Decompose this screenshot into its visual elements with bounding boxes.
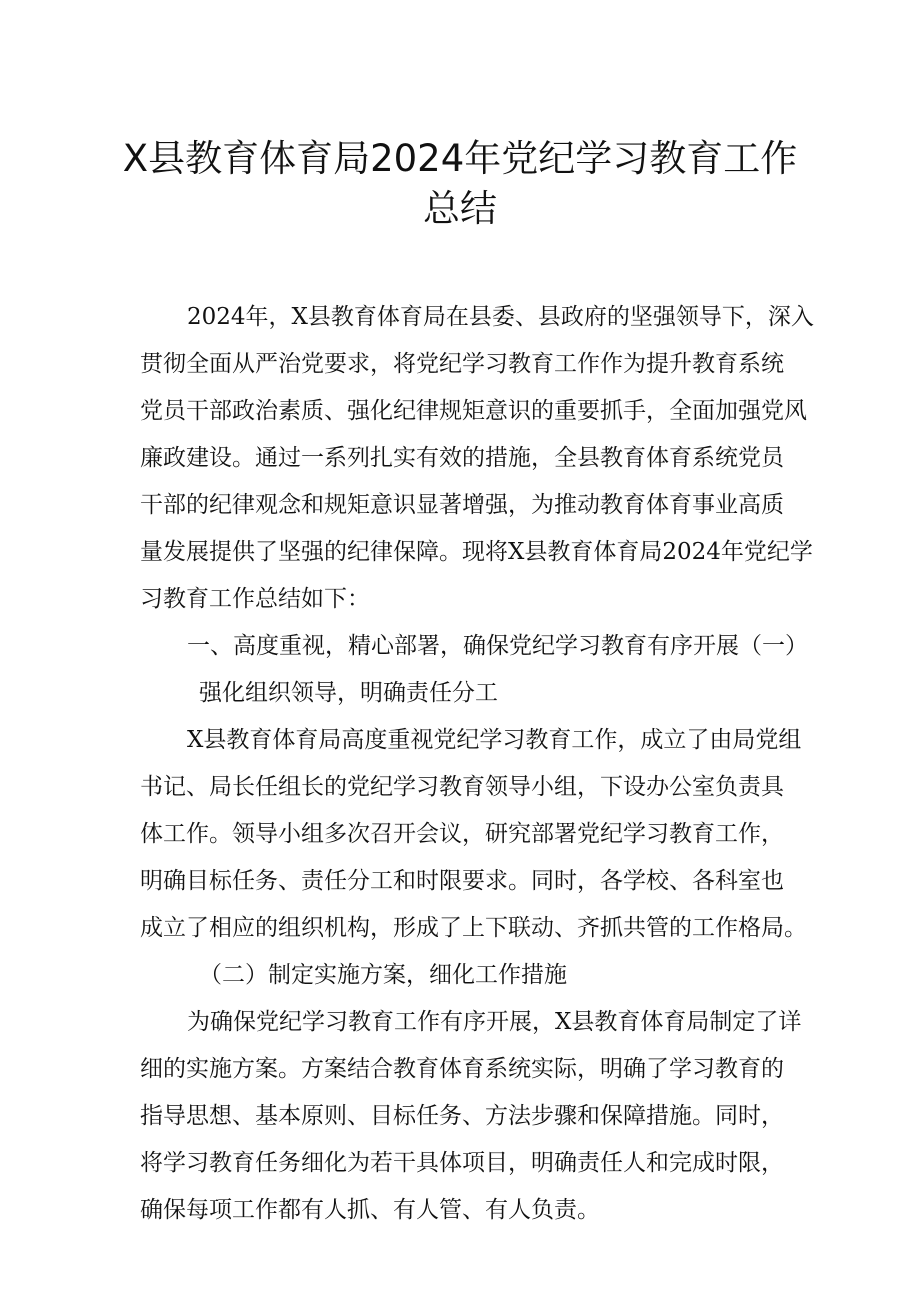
paragraph-3-line: 确保每项工作都有人抓、有人管、有人负责。	[140, 1197, 600, 1223]
paragraph-1-line: 贯彻全面从严治党要求，将党纪学习教育工作作为提升教育系统	[140, 351, 784, 377]
paragraph-2-line: 书记、局长任组长的党纪学习教育领导小组，下设办公室负责具	[140, 774, 784, 800]
paragraph-1-line: 习教育工作总结如下：	[140, 586, 370, 612]
paragraph-1-line: 量发展提供了坚强的纪律保障。现将X县教育体育局2024年党纪学	[140, 539, 813, 565]
paragraph-3-line: 指导思想、基本原则、目标任务、方法步骤和保障措施。同时，	[140, 1103, 784, 1129]
paragraph-2-line: X县教育体育局高度重视党纪学习教育工作，成立了由局党组	[187, 727, 802, 753]
paragraph-1-line: 廉政建设。通过一系列扎实有效的措施，全县教育体育系统党员	[140, 445, 784, 471]
paragraph-2-line: 成立了相应的组织机构，形成了上下联动、齐抓共管的工作格局。	[140, 915, 807, 941]
subsection-2-heading: （二）制定实施方案，细化工作措施	[199, 962, 567, 988]
paragraph-3-line: 将学习教育任务细化为若干具体项目，明确责任人和完成时限，	[140, 1150, 784, 1176]
paragraph-3-line: 细的实施方案。方案结合教育体育系统实际，明确了学习教育的	[140, 1056, 784, 1082]
paragraph-2-line: 明确目标任务、责任分工和时限要求。同时，各学校、各科室也	[140, 868, 784, 894]
document-title-line-1: X县教育体育局2024年党纪学习教育工作	[122, 137, 798, 180]
section-1-heading-line: 强化组织领导，明确责任分工	[199, 680, 498, 706]
paragraph-1-line: 2024年，X县教育体育局在县委、县政府的坚强领导下，深入	[187, 304, 814, 330]
document-title-line-2: 总结	[423, 187, 497, 230]
paragraph-1-line: 党员干部政治素质、强化纪律规矩意识的重要抓手，全面加强党风	[140, 398, 807, 424]
paragraph-1-line: 干部的纪律观念和规矩意识显著增强，为推动教育体育事业高质	[140, 492, 784, 518]
section-1-heading-line: 一、高度重视，精心部署，确保党纪学习教育有序开展（一）	[187, 633, 808, 659]
paragraph-3-line: 为确保党纪学习教育工作有序开展，X县教育体育局制定了详	[187, 1009, 802, 1035]
paragraph-2-line: 体工作。领导小组多次召开会议，研究部署党纪学习教育工作，	[140, 821, 784, 847]
